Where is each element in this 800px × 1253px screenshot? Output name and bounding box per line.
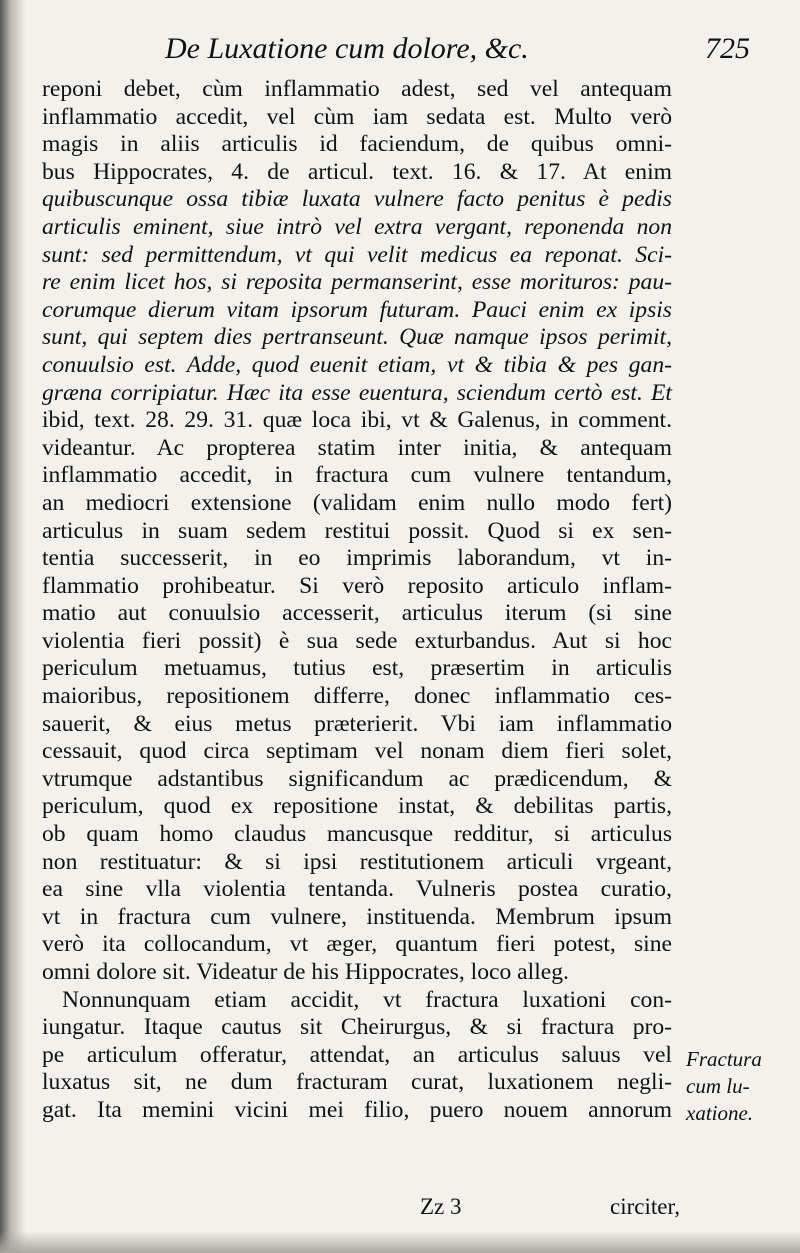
- text-line: verò ita collocandum, vt æger, quantum fieri potest, sine: [42, 931, 672, 958]
- text-line: Nonnunquam etiam accidit, vt fractura luxationi con-: [62, 986, 672, 1013]
- text-line: cessauit, quod circa septimam vel nonam diem fieri solet,: [42, 738, 672, 765]
- signature-mark: Zz 3: [420, 1194, 462, 1219]
- text-line: pe articulum offeratur, attendat, an articulus saluus vel: [42, 1041, 672, 1068]
- body-text: [42, 76, 672, 1125]
- text-line: omni dolore sit. Videatur de his Hippocrates, loco alleg.: [42, 959, 569, 985]
- text-line: an mediocri extensione (validam enim nullo modo fert): [42, 489, 672, 516]
- text-line: vt in fractura cum vulnere, instituenda. Membrum ipsum: [42, 903, 672, 930]
- page-bottom-shadow: [0, 1231, 800, 1253]
- text-line: vtrumque adstantibus significandum ac prædicendum, &: [42, 765, 672, 792]
- text-line: iungatur. Itaque cautus sit Cheirurgus, & si fractura pro-: [42, 1014, 672, 1041]
- text-line: ea sine vlla violentia tentanda. Vulneris postea curatio,: [42, 876, 672, 903]
- text-line: corumque dierum vitam ipsorum futuram. Pauci enim ex ipsis: [42, 296, 672, 323]
- text-line: periculum metuamus, tutius est, præsertim in articulis: [42, 655, 672, 682]
- text-line: sauerit, & eius metus præterierit. Vbi iam inflammatio: [42, 710, 672, 737]
- text-line: conuulsio est. Adde, quod euenit etiam, vt & tibia & pes gan-: [42, 351, 672, 378]
- text-line: magis in aliis articulis id faciendum, de quibus omni-: [42, 131, 672, 158]
- text-line: ob quam homo claudus mancusque redditur, si articulus: [42, 821, 672, 848]
- margin-note-line: xatione.: [686, 1101, 754, 1125]
- margin-note-line: Fractura: [686, 1047, 762, 1071]
- text-line: articulus in suam sedem restitui possit. Quod si ex sen-: [42, 517, 672, 544]
- text-line: maioribus, repositionem differre, donec inflammatio ces-: [42, 683, 672, 710]
- page-header: [165, 32, 750, 80]
- text-line: non restituatur: & si ipsi restitutionem articuli vrgeant,: [42, 848, 672, 875]
- text-line: quibuscunque ossa tibiæ luxata vulnere facto penitus è pedis: [42, 186, 672, 213]
- text-line: tentia successerit, in eo imprimis laborandum, vt in-: [42, 545, 672, 572]
- text-line: inflammatio accedit, vel cùm iam sedata est. Multo verò: [42, 103, 672, 130]
- text-line: violentia fieri possit) è sua sede exturbandus. Aut si hoc: [42, 627, 672, 654]
- text-line: reponi debet, cùm inflammatio adest, sed vel antequam: [42, 76, 672, 102]
- catchword: circiter,: [610, 1194, 680, 1219]
- text-line: græna corripiatur. Hæc ita esse euentura, sciendum certò est. Et: [42, 379, 672, 406]
- text-line: sunt: sed permittendum, vt qui velit medicus ea reponat. Sci-: [42, 241, 672, 268]
- text-line: luxatus sit, ne dum fracturam curat, luxationem negli-: [42, 1069, 672, 1096]
- text-line: articulis eminent, siue intrò vel extra vergant, reponenda non: [42, 213, 672, 240]
- text-line: ibid, text. 28. 29. 31. quæ loca ibi, vt & Galenus, in comment.: [42, 407, 672, 434]
- text-line: videantur. Ac propterea statim inter initia, & antequam: [42, 434, 672, 461]
- page-number: 725: [705, 32, 750, 65]
- margin-note-line: cum lu-: [686, 1074, 750, 1098]
- text-line: periculum, quod ex repositione instat, & debilitas partis,: [42, 793, 672, 820]
- text-line: gat. Ita memini vicini mei filio, puero nouem annorum: [42, 1096, 672, 1123]
- text-line: bus Hippocrates, 4. de articul. text. 16. & 17. At enim: [42, 158, 672, 185]
- text-line: inflammatio accedit, in fractura cum vulnere tentandum,: [42, 462, 672, 489]
- page-footer: [420, 1194, 680, 1224]
- text-line: re enim licet hos, si reposita permanserint, esse morituros: pau-: [42, 269, 672, 296]
- text-line: flammatio prohibeatur. Si verò reposito articulo inflam-: [42, 572, 672, 599]
- running-title: De Luxatione cum dolore, &c.: [165, 32, 529, 65]
- margin-note: [686, 1046, 796, 1127]
- page-gutter-shadow: [0, 0, 26, 1253]
- text-line: sunt, qui septem dies pertranseunt. Quæ namque ipsos perimit,: [42, 324, 672, 351]
- text-line: matio aut conuulsio accesserit, articulus iterum (si sine: [42, 600, 672, 627]
